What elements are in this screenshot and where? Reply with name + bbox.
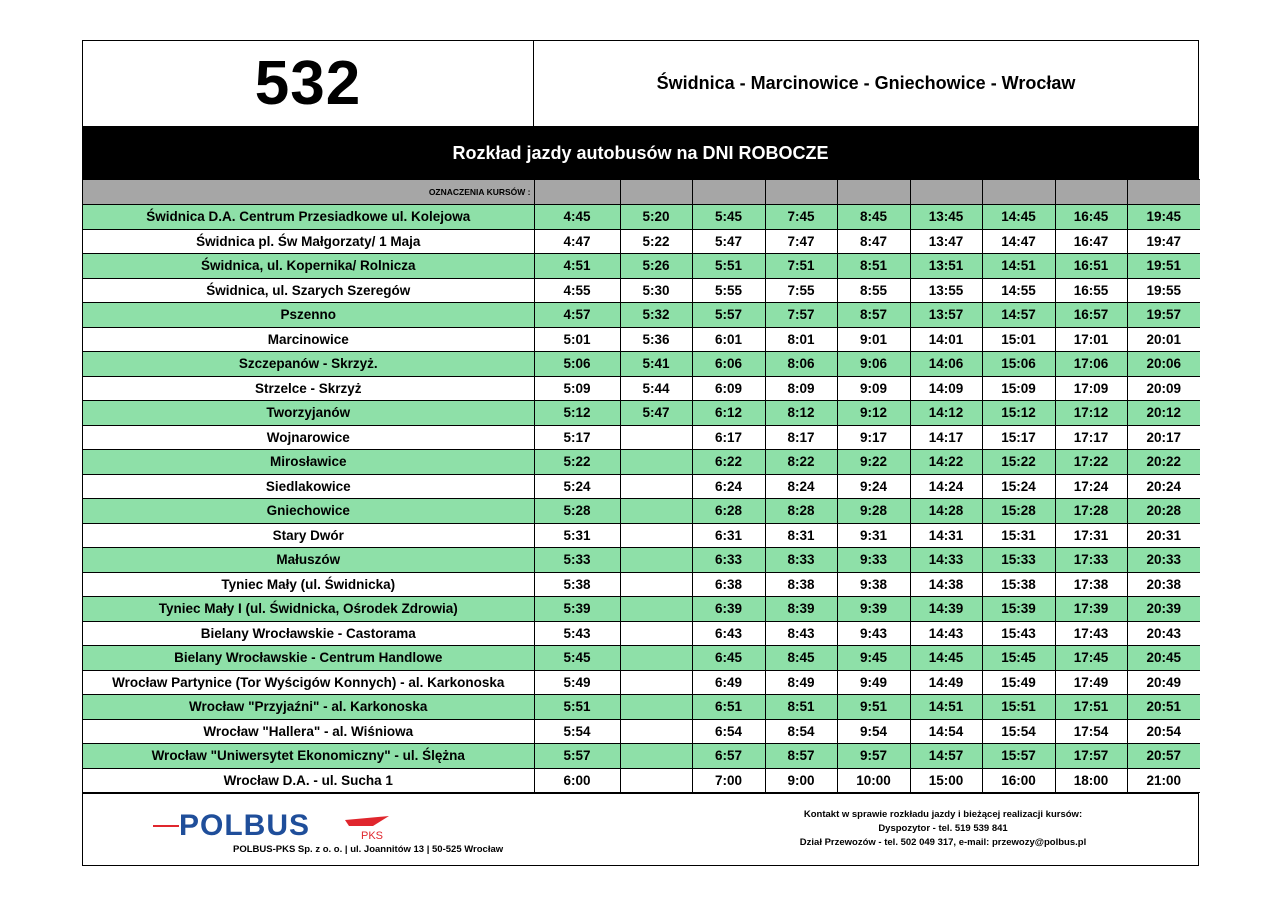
departure-time: 14:38: [910, 572, 982, 597]
departure-time: 5:33: [534, 548, 620, 573]
departure-time: 17:31: [1055, 523, 1127, 548]
departure-time: 13:57: [910, 303, 982, 328]
departure-time: 17:43: [1055, 621, 1127, 646]
departure-time: 7:47: [765, 229, 837, 254]
departure-time: 14:45: [982, 205, 1055, 230]
departure-time: 17:39: [1055, 597, 1127, 622]
footer: [83, 793, 1198, 865]
stop-name: Bielany Wrocławskie - Castorama: [83, 621, 534, 646]
departure-time: 6:09: [692, 376, 765, 401]
departure-time: 9:43: [837, 621, 910, 646]
departure-time: 6:06: [692, 352, 765, 377]
departure-time: 20:01: [1127, 327, 1200, 352]
departure-time: 8:55: [837, 278, 910, 303]
departure-time: 15:38: [982, 572, 1055, 597]
departure-time: 14:09: [910, 376, 982, 401]
departure-time: [620, 548, 692, 573]
stop-name: Świdnica, ul. Szarych Szeregów: [83, 278, 534, 303]
departure-time: [620, 670, 692, 695]
departure-time: [620, 450, 692, 475]
departure-time: 15:22: [982, 450, 1055, 475]
departure-time: 15:17: [982, 425, 1055, 450]
stop-name: Szczepanów - Skrzyż.: [83, 352, 534, 377]
departure-time: 14:57: [910, 744, 982, 769]
departure-time: 5:22: [620, 229, 692, 254]
departure-time: 5:31: [534, 523, 620, 548]
departure-time: 9:33: [837, 548, 910, 573]
departure-time: 15:43: [982, 621, 1055, 646]
departure-time: 9:54: [837, 719, 910, 744]
departure-time: [620, 695, 692, 720]
departure-time: 14:31: [910, 523, 982, 548]
departure-time: 8:17: [765, 425, 837, 450]
stop-name: Wojnarowice: [83, 425, 534, 450]
departure-time: 5:24: [534, 474, 620, 499]
table-row: [83, 450, 1200, 475]
departure-time: 9:45: [837, 646, 910, 671]
departure-time: 15:01: [982, 327, 1055, 352]
departure-time: 8:57: [765, 744, 837, 769]
departure-time: 14:51: [910, 695, 982, 720]
departure-time: [620, 597, 692, 622]
dispatcher-contact: Dyspozytor - tel. 519 539 841: [878, 823, 1008, 834]
departure-time: 5:20: [620, 205, 692, 230]
departure-time: 5:57: [534, 744, 620, 769]
departure-time: 8:28: [765, 499, 837, 524]
departure-time: 8:01: [765, 327, 837, 352]
departure-time: 20:22: [1127, 450, 1200, 475]
transport-dept-contact: Dział Przewozów - tel. 502 049 317, e-mail: przewozy@polbus.pl: [799, 837, 1087, 848]
departure-time: 5:47: [692, 229, 765, 254]
course-marker-cell: [620, 180, 692, 205]
departure-time: 9:09: [837, 376, 910, 401]
stop-name: Świdnica D.A. Centrum Przesiadkowe ul. Kolejowa: [83, 205, 534, 230]
departure-time: 5:38: [534, 572, 620, 597]
departure-time: 14:01: [910, 327, 982, 352]
departure-time: 13:55: [910, 278, 982, 303]
table-row: [83, 229, 1200, 254]
departure-time: 5:43: [534, 621, 620, 646]
departure-time: 5:12: [534, 401, 620, 426]
stop-name: Mirosławice: [83, 450, 534, 475]
table-row: [83, 352, 1200, 377]
table-row: [83, 523, 1200, 548]
departure-time: 9:31: [837, 523, 910, 548]
departure-time: 6:24: [692, 474, 765, 499]
stop-name: Marcinowice: [83, 327, 534, 352]
departure-time: 6:31: [692, 523, 765, 548]
table-row: [83, 499, 1200, 524]
departure-time: 19:55: [1127, 278, 1200, 303]
departure-time: 8:06: [765, 352, 837, 377]
departure-time: 5:26: [620, 254, 692, 279]
departure-time: 6:22: [692, 450, 765, 475]
table-row: [83, 621, 1200, 646]
departure-time: 7:45: [765, 205, 837, 230]
departure-time: 14:51: [982, 254, 1055, 279]
course-marker-cell: [837, 180, 910, 205]
departure-time: 5:51: [534, 695, 620, 720]
departure-time: 5:06: [534, 352, 620, 377]
departure-time: 9:39: [837, 597, 910, 622]
departure-time: [620, 474, 692, 499]
departure-time: 15:24: [982, 474, 1055, 499]
departure-time: 19:51: [1127, 254, 1200, 279]
departure-time: 17:45: [1055, 646, 1127, 671]
stop-name: Świdnica pl. Św Małgorzaty/ 1 Maja: [83, 229, 534, 254]
table-row: [83, 572, 1200, 597]
departure-time: 14:33: [910, 548, 982, 573]
departure-time: 15:00: [910, 768, 982, 793]
departure-time: 8:43: [765, 621, 837, 646]
table-row: [83, 327, 1200, 352]
table-row: [83, 376, 1200, 401]
departure-time: 20:28: [1127, 499, 1200, 524]
stop-name: Wrocław D.A. - ul. Sucha 1: [83, 768, 534, 793]
departure-time: 19:47: [1127, 229, 1200, 254]
departure-time: 17:33: [1055, 548, 1127, 573]
departure-time: 20:45: [1127, 646, 1200, 671]
departure-time: 17:12: [1055, 401, 1127, 426]
departure-time: 20:06: [1127, 352, 1200, 377]
departure-time: [620, 768, 692, 793]
departure-time: 9:22: [837, 450, 910, 475]
departure-time: 6:49: [692, 670, 765, 695]
departure-time: 20:17: [1127, 425, 1200, 450]
departure-time: 19:45: [1127, 205, 1200, 230]
departure-time: 17:22: [1055, 450, 1127, 475]
stop-name: Bielany Wrocławskie - Centrum Handlowe: [83, 646, 534, 671]
departure-time: 20:31: [1127, 523, 1200, 548]
departure-time: 5:41: [620, 352, 692, 377]
departure-time: 6:39: [692, 597, 765, 622]
departure-time: 14:49: [910, 670, 982, 695]
table-row: [83, 768, 1200, 793]
departure-time: 4:47: [534, 229, 620, 254]
route-name: Świdnica - Marcinowice - Gniechowice - Wrocław: [656, 73, 1076, 93]
departure-time: 20:09: [1127, 376, 1200, 401]
stop-name: Wrocław "Przyjaźni" - al. Karkonoska: [83, 695, 534, 720]
departure-time: 14:28: [910, 499, 982, 524]
departure-time: 5:45: [534, 646, 620, 671]
departure-time: 5:51: [692, 254, 765, 279]
departure-time: 15:54: [982, 719, 1055, 744]
departure-time: [620, 621, 692, 646]
table-row: [83, 695, 1200, 720]
departure-time: 20:12: [1127, 401, 1200, 426]
timetable: [83, 179, 1200, 793]
departure-time: 17:51: [1055, 695, 1127, 720]
table-row: [83, 474, 1200, 499]
table-row: [83, 670, 1200, 695]
departure-time: 17:57: [1055, 744, 1127, 769]
table-row: [83, 401, 1200, 426]
stop-name: Tyniec Mały I (ul. Świdnicka, Ośrodek Zdrowia): [83, 597, 534, 622]
departure-time: 8:31: [765, 523, 837, 548]
stop-name: Gniechowice: [83, 499, 534, 524]
departure-time: 5:49: [534, 670, 620, 695]
departure-time: 16:55: [1055, 278, 1127, 303]
departure-time: 14:06: [910, 352, 982, 377]
course-marker-cell: [982, 180, 1055, 205]
departure-time: 5:39: [534, 597, 620, 622]
departure-time: 14:22: [910, 450, 982, 475]
departure-time: [620, 744, 692, 769]
departure-time: 13:45: [910, 205, 982, 230]
departure-time: 17:28: [1055, 499, 1127, 524]
departure-time: 17:54: [1055, 719, 1127, 744]
departure-time: 8:45: [765, 646, 837, 671]
polbus-logo-graphic: [153, 808, 393, 842]
contact-info: [773, 808, 1113, 850]
table-row: [83, 425, 1200, 450]
departure-time: 16:45: [1055, 205, 1127, 230]
departure-time: 10:00: [837, 768, 910, 793]
route-number: 532: [83, 41, 534, 126]
departure-time: 8:57: [837, 303, 910, 328]
departure-time: [620, 523, 692, 548]
departure-time: 20:38: [1127, 572, 1200, 597]
departure-time: 8:51: [837, 254, 910, 279]
departure-time: 7:51: [765, 254, 837, 279]
departure-time: 8:47: [837, 229, 910, 254]
departure-time: 5:54: [534, 719, 620, 744]
departure-time: 15:39: [982, 597, 1055, 622]
stop-name: Strzelce - Skrzyż: [83, 376, 534, 401]
departure-time: 6:17: [692, 425, 765, 450]
departure-time: 15:45: [982, 646, 1055, 671]
logo-sub: PKS: [361, 830, 384, 842]
departure-time: 5:57: [692, 303, 765, 328]
departure-time: [620, 499, 692, 524]
departure-time: 5:47: [620, 401, 692, 426]
departure-time: [620, 646, 692, 671]
contact-heading: Kontakt w sprawie rozkładu jazdy i bieżącej realizacji kursów:: [803, 809, 1083, 820]
departure-time: 17:49: [1055, 670, 1127, 695]
departure-time: 17:01: [1055, 327, 1127, 352]
departure-time: 9:12: [837, 401, 910, 426]
course-marker-cell: [534, 180, 620, 205]
departure-time: 9:49: [837, 670, 910, 695]
departure-time: 15:49: [982, 670, 1055, 695]
departure-time: 8:38: [765, 572, 837, 597]
course-markers-label: OZNACZENIA KURSÓW :: [83, 180, 534, 205]
departure-time: 21:00: [1127, 768, 1200, 793]
departure-time: 13:47: [910, 229, 982, 254]
departure-time: 17:17: [1055, 425, 1127, 450]
course-marker-cell: [1055, 180, 1127, 205]
departure-time: 5:28: [534, 499, 620, 524]
course-marker-cell: [1127, 180, 1200, 205]
departure-time: 9:51: [837, 695, 910, 720]
table-row: [83, 744, 1200, 769]
departure-time: 5:32: [620, 303, 692, 328]
departure-time: 6:51: [692, 695, 765, 720]
departure-time: 4:51: [534, 254, 620, 279]
schedule-title: Rozkład jazdy autobusów na DNI ROBOCZE: [83, 127, 1198, 179]
departure-time: 8:54: [765, 719, 837, 744]
departure-time: 14:39: [910, 597, 982, 622]
stop-name: Wrocław "Uniwersytet Ekonomiczny" - ul. Ślężna: [83, 744, 534, 769]
table-row: [83, 303, 1200, 328]
course-markers-row: [83, 180, 1200, 205]
departure-time: 4:57: [534, 303, 620, 328]
stop-name: Siedlakowice: [83, 474, 534, 499]
departure-time: 16:00: [982, 768, 1055, 793]
stop-name: Wrocław "Hallera" - al. Wiśniowa: [83, 719, 534, 744]
polbus-logo: [153, 808, 393, 842]
departure-time: 6:33: [692, 548, 765, 573]
departure-time: 9:06: [837, 352, 910, 377]
departure-time: 9:24: [837, 474, 910, 499]
departure-time: 8:33: [765, 548, 837, 573]
departure-time: 9:28: [837, 499, 910, 524]
departure-time: 5:22: [534, 450, 620, 475]
departure-time: 5:17: [534, 425, 620, 450]
departure-time: 7:55: [765, 278, 837, 303]
departure-time: 9:38: [837, 572, 910, 597]
header-row: [83, 41, 1198, 127]
departure-time: 5:36: [620, 327, 692, 352]
departure-time: 14:24: [910, 474, 982, 499]
departure-time: 14:12: [910, 401, 982, 426]
departure-time: 14:57: [982, 303, 1055, 328]
departure-time: 8:12: [765, 401, 837, 426]
departure-time: 7:57: [765, 303, 837, 328]
departure-time: 4:45: [534, 205, 620, 230]
departure-time: 8:51: [765, 695, 837, 720]
departure-time: 14:47: [982, 229, 1055, 254]
departure-time: 6:54: [692, 719, 765, 744]
departure-time: 16:47: [1055, 229, 1127, 254]
stop-name: Tworzyjanów: [83, 401, 534, 426]
departure-time: 15:51: [982, 695, 1055, 720]
departure-time: 6:45: [692, 646, 765, 671]
departure-time: 20:24: [1127, 474, 1200, 499]
departure-time: 8:22: [765, 450, 837, 475]
departure-time: 14:17: [910, 425, 982, 450]
departure-time: 15:06: [982, 352, 1055, 377]
table-row: [83, 548, 1200, 573]
timetable-sheet: [82, 40, 1199, 866]
departure-time: 14:54: [910, 719, 982, 744]
departure-time: 6:12: [692, 401, 765, 426]
stop-name: Stary Dwór: [83, 523, 534, 548]
table-row: [83, 719, 1200, 744]
departure-time: 13:51: [910, 254, 982, 279]
course-marker-cell: [765, 180, 837, 205]
departure-time: 8:49: [765, 670, 837, 695]
stop-name: Tyniec Mały (ul. Świdnicka): [83, 572, 534, 597]
departure-time: [620, 572, 692, 597]
departure-time: 5:55: [692, 278, 765, 303]
departure-time: 6:43: [692, 621, 765, 646]
departure-time: 19:57: [1127, 303, 1200, 328]
departure-time: 17:06: [1055, 352, 1127, 377]
departure-time: 6:01: [692, 327, 765, 352]
departure-time: 5:45: [692, 205, 765, 230]
table-row: [83, 254, 1200, 279]
departure-time: 20:43: [1127, 621, 1200, 646]
table-row: [83, 278, 1200, 303]
departure-time: 9:00: [765, 768, 837, 793]
departure-time: 16:51: [1055, 254, 1127, 279]
departure-time: 15:31: [982, 523, 1055, 548]
departure-time: [620, 719, 692, 744]
departure-time: 15:33: [982, 548, 1055, 573]
course-marker-cell: [910, 180, 982, 205]
departure-time: 5:01: [534, 327, 620, 352]
departure-time: 5:30: [620, 278, 692, 303]
departure-time: 6:28: [692, 499, 765, 524]
departure-time: 14:45: [910, 646, 982, 671]
departure-time: 5:09: [534, 376, 620, 401]
table-row: [83, 646, 1200, 671]
departure-time: 6:00: [534, 768, 620, 793]
table-row: [83, 597, 1200, 622]
departure-time: 15:12: [982, 401, 1055, 426]
departure-time: 6:38: [692, 572, 765, 597]
departure-time: 17:09: [1055, 376, 1127, 401]
departure-time: 7:00: [692, 768, 765, 793]
departure-time: 20:57: [1127, 744, 1200, 769]
departure-time: 15:28: [982, 499, 1055, 524]
departure-time: 16:57: [1055, 303, 1127, 328]
departure-time: 20:51: [1127, 695, 1200, 720]
departure-time: 14:43: [910, 621, 982, 646]
departure-time: 14:55: [982, 278, 1055, 303]
departure-time: 20:54: [1127, 719, 1200, 744]
stop-name: Świdnica, ul. Kopernika/ Rolnicza: [83, 254, 534, 279]
departure-time: 4:55: [534, 278, 620, 303]
company-address: POLBUS-PKS Sp. z o. o. | ul. Joannitów 13 | 50-525 Wrocław: [233, 844, 504, 855]
departure-time: 20:33: [1127, 548, 1200, 573]
departure-time: 9:17: [837, 425, 910, 450]
departure-time: 17:24: [1055, 474, 1127, 499]
departure-time: 8:39: [765, 597, 837, 622]
stop-name: Pszenno: [83, 303, 534, 328]
course-marker-cell: [692, 180, 765, 205]
table-row: [83, 205, 1200, 230]
departure-time: 8:09: [765, 376, 837, 401]
logo-wordmark: POLBUS: [179, 809, 311, 842]
departure-time: 15:57: [982, 744, 1055, 769]
departure-time: 9:57: [837, 744, 910, 769]
stop-name: Wrocław Partynice (Tor Wyścigów Konnych) - al. Karkonoska: [83, 670, 534, 695]
departure-time: [620, 425, 692, 450]
departure-time: 8:24: [765, 474, 837, 499]
departure-time: 5:44: [620, 376, 692, 401]
departure-time: 6:57: [692, 744, 765, 769]
departure-time: 9:01: [837, 327, 910, 352]
departure-time: 17:38: [1055, 572, 1127, 597]
departure-time: 8:45: [837, 205, 910, 230]
departure-time: 15:09: [982, 376, 1055, 401]
stop-name: Małuszów: [83, 548, 534, 573]
departure-time: 20:39: [1127, 597, 1200, 622]
departure-time: 20:49: [1127, 670, 1200, 695]
departure-time: 18:00: [1055, 768, 1127, 793]
